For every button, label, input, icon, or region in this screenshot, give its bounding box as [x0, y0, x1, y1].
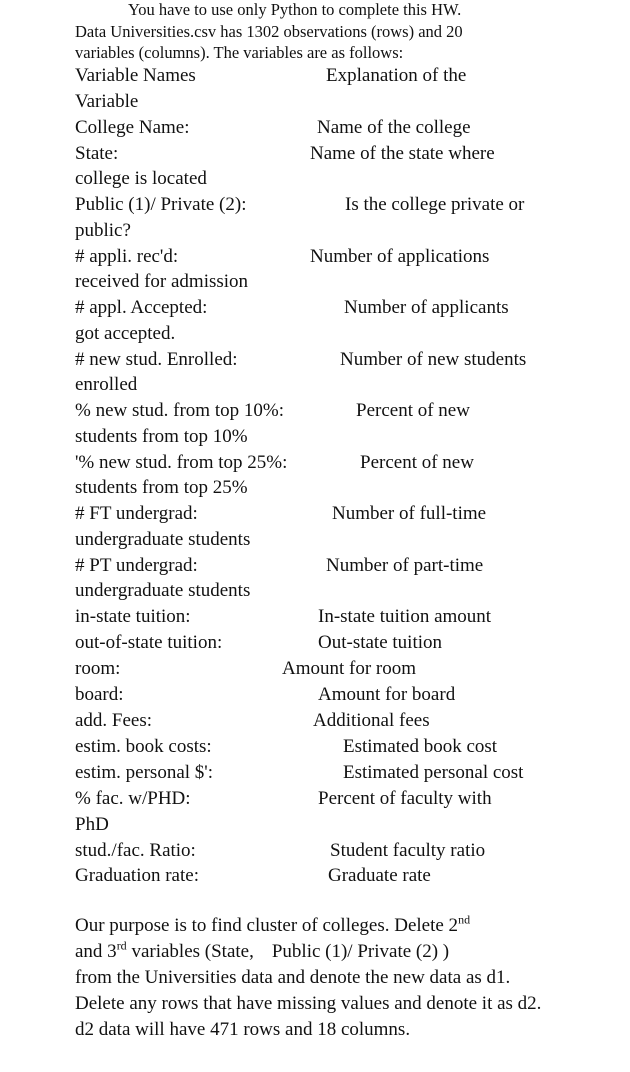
purpose-text: Public (1)/ Private (2) ): [271, 941, 450, 962]
variable-name: '% new stud. from top 25%:: [75, 452, 288, 473]
variable-explanation: Estimated book cost: [343, 736, 498, 757]
variable-name: room:: [75, 658, 121, 679]
variable-explanation: Amount for room: [282, 658, 417, 679]
variable-name: # appl. Accepted:: [75, 297, 208, 318]
variable-explanation: Number of applicants: [344, 297, 509, 318]
intro-line-1: You have to use only Python to complete this HW.: [128, 0, 462, 19]
variable-explanation: Name of the college: [317, 117, 471, 138]
header-variable-names: Variable Names: [75, 65, 196, 86]
variable-name: College Name:: [75, 117, 190, 138]
variable-continuation: undergraduate students: [75, 580, 251, 601]
intro-line-2: Data Universities.csv has 1302 observations (rows) and 20: [75, 22, 463, 41]
variable-explanation: Student faculty ratio: [330, 840, 486, 861]
variable-name: Graduation rate:: [75, 865, 199, 886]
variable-continuation: public?: [75, 220, 131, 241]
variable-explanation: Percent of new: [360, 452, 474, 473]
variable-name: Public (1)/ Private (2):: [75, 194, 247, 215]
variable-continuation: received for admission: [75, 271, 249, 292]
variable-explanation: In-state tuition amount: [318, 606, 492, 627]
variable-explanation: Percent of new: [356, 400, 470, 421]
purpose-line-1: [75, 913, 470, 939]
variable-continuation: enrolled: [75, 374, 138, 395]
variable-name: # new stud. Enrolled:: [75, 349, 238, 370]
variable-name: estim. personal $':: [75, 762, 213, 783]
purpose-paragraph: from the Universities data and denote the new data as d1. Delete any rows that have missing values and denote it as d2. d2 data will have 471 rows and 18 columns.: [75, 967, 542, 1040]
variable-name: # appli. rec'd:: [75, 246, 179, 267]
variable-name: stud./fac. Ratio:: [75, 840, 196, 861]
intro-line-3: variables (columns). The variables are as follows:: [75, 43, 404, 62]
variable-explanation: Number of full-time: [332, 503, 487, 524]
variable-explanation: Estimated personal cost: [343, 762, 524, 783]
variable-name: # FT undergrad:: [75, 503, 198, 524]
variable-continuation: PhD: [75, 814, 109, 835]
variable-name: State:: [75, 143, 119, 164]
variable-name: out-of-state tuition:: [75, 632, 223, 653]
variable-explanation: Name of the state where: [310, 143, 495, 164]
purpose-text: Our purpose is to find cluster of colleges. Delete 2: [75, 915, 459, 936]
variable-continuation: students from top 25%: [75, 477, 248, 498]
variable-explanation: Amount for board: [318, 684, 456, 705]
variable-explanation: Number of part-time: [326, 555, 484, 576]
variable-explanation: Number of applications: [310, 246, 490, 267]
variable-explanation: Additional fees: [313, 710, 430, 731]
header-explanation: Explanation of the: [326, 65, 467, 86]
purpose-text: variables (State,: [126, 941, 254, 962]
header-variable: Variable: [75, 91, 139, 112]
variable-continuation: got accepted.: [75, 323, 176, 344]
variable-name: add. Fees:: [75, 710, 153, 731]
variable-name: % new stud. from top 10%:: [75, 400, 284, 421]
superscript: nd: [458, 912, 471, 927]
variable-continuation: college is located: [75, 168, 207, 189]
variable-continuation: undergraduate students: [75, 529, 251, 550]
purpose-text: and 3: [75, 941, 117, 962]
superscript: rd: [116, 938, 127, 953]
purpose-line-2: [75, 939, 449, 965]
variable-explanation: Number of new students: [340, 349, 527, 370]
variable-name: % fac. w/PHD:: [75, 788, 191, 809]
variable-name: board:: [75, 684, 124, 705]
variable-explanation: Is the college private or: [345, 194, 525, 215]
variable-explanation: Out-state tuition: [318, 632, 443, 653]
variable-name: estim. book costs:: [75, 736, 212, 757]
variable-name: # PT undergrad:: [75, 555, 198, 576]
variable-explanation: Percent of faculty with: [318, 788, 492, 809]
variable-continuation: students from top 10%: [75, 426, 248, 447]
variable-name: in-state tuition:: [75, 606, 191, 627]
variable-explanation: Graduate rate: [328, 865, 431, 886]
